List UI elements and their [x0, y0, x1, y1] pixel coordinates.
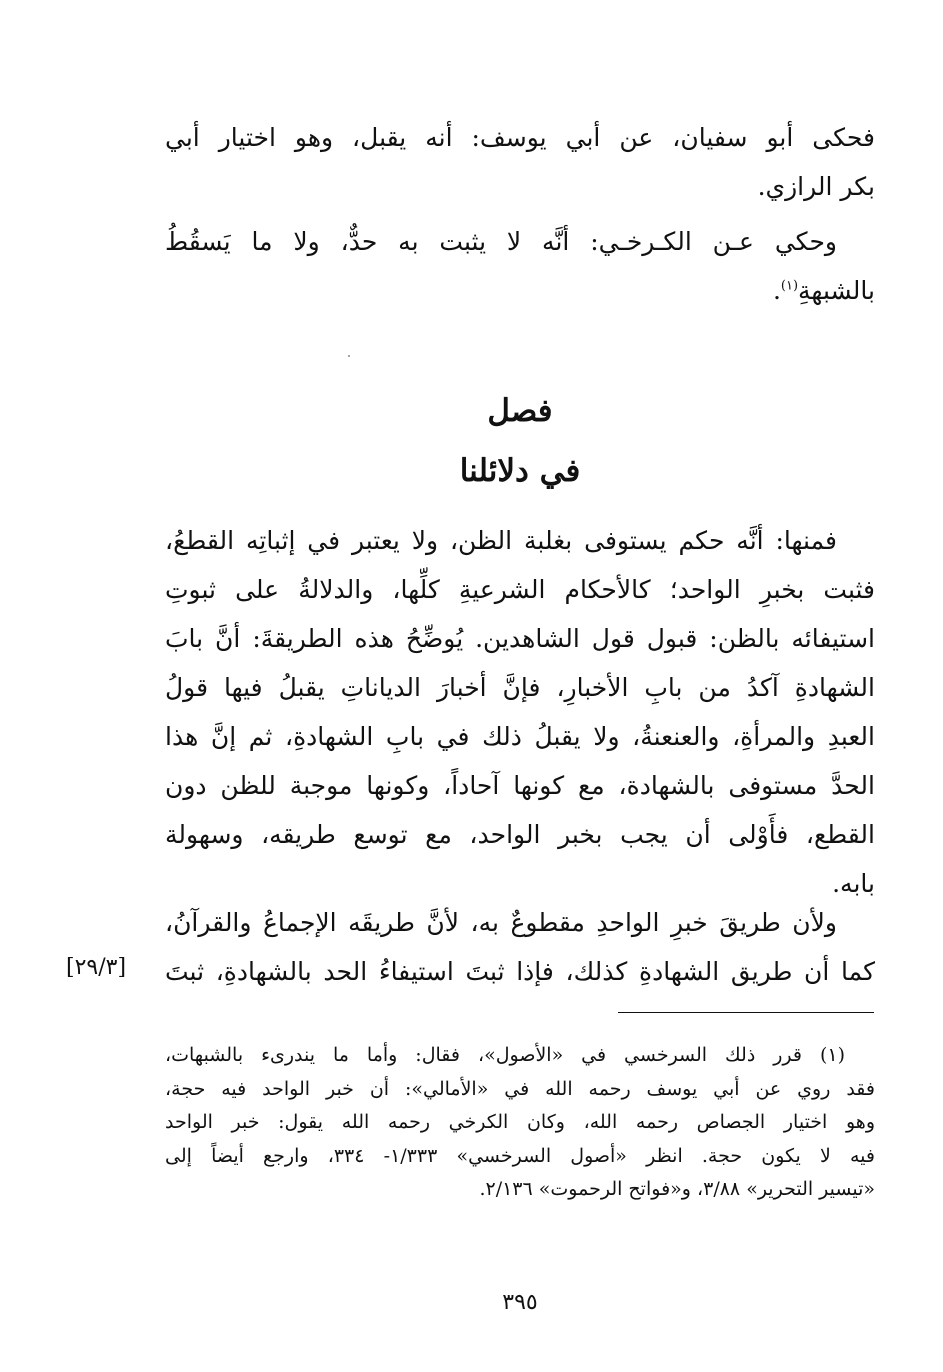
- scan-speck: [348, 355, 350, 357]
- text-line: كما أن طريق الشهادةِ كذلك، فإذا ثبتَ استيفاءُ الحد بالشهادةِ، ثبتَ: [165, 957, 875, 986]
- text-line: القطع، فأَوْلى أن يجب بخبر الواحد، مع توسع طريقه، وسهولة: [165, 820, 875, 849]
- text-fragment: بالشبهةِ: [798, 276, 875, 305]
- footnote-separator: [618, 1012, 874, 1013]
- body-paragraph-1: [165, 516, 875, 908]
- text-line: بابه.: [832, 869, 875, 898]
- page-number: ٣٩٥: [502, 1290, 538, 1315]
- text-line: العبدِ والمرأةِ، والعنعنةُ، ولا يقبلُ ذلك في بابِ الشهادةِ، ثم إنَّ هذا: [165, 722, 875, 751]
- text-line: استيفائه بالظن: قبول قول الشاهدين. يُوضِّحُ هذه الطريقةَ: أنَّ بابَ: [165, 624, 875, 653]
- text-line: ولأن طريقَ خبرِ الواحدِ مقطوعٌ به، لأنَّ طريقَه الإجماعُ والقرآنُ،: [165, 908, 837, 937]
- text-line: بكر الرازي.: [757, 172, 875, 201]
- footnote-line: «تيسير التحرير» ٣/٨٨، و«فواتح الرحموت» ٢/١٣٦.: [479, 1178, 875, 1200]
- text-line: الشهادةِ آكدُ من بابِ الأخبارِ، فإنَّ أخبارَ الدياناتِ يقبلُ فيها قولُ: [165, 673, 875, 702]
- footnote-line: فيه لا يكون حجة. انظر «أصول السرخسي» ١/٣٣٣- ٣٣٤، وارجع أيضاً إلى: [165, 1144, 875, 1167]
- text-line: فثبت بخبرِ الواحد؛ كالأحكام الشرعيةِ كلِّها، والدلالةُ على ثبوتِ: [165, 575, 875, 604]
- section-subtitle: في دلائلنا: [459, 453, 581, 489]
- footnote-line: (١) قرر ذلك السرخسي في «الأصول»، فقال: وأما ما يندرىء بالشبهات،: [165, 1044, 845, 1066]
- text-line: فحكى أبو سفيان، عن أبي يوسف: أنه يقبل، وهو اختيار أبي: [165, 123, 875, 152]
- text-line: الحدَّ مستوفى بالشهادة، مع كونها آحاداً، وكونها موجبة للظن دون: [165, 771, 875, 800]
- footnote: [165, 1039, 875, 1207]
- body-paragraph-2: [165, 898, 875, 996]
- footnote-line: فقد روي عن أبي يوسف رحمه الله في «الأمالي»: أن خبر الواحد فيه حجة،: [165, 1077, 875, 1100]
- text-fragment: .: [772, 276, 781, 305]
- footnote-line: وهو اختيار الجصاص رحمه الله، وكان الكرخي رحمه الله يقول: خبر الواحد: [165, 1111, 875, 1133]
- top-paragraph-2: [165, 217, 875, 315]
- text-line: [165, 266, 875, 315]
- text-line: فمنها: أنَّه حكم يستوفى بغلبة الظن، ولا يعتبر في إثباتِه القطعُ،: [165, 526, 837, 555]
- footnote-marker: (١): [780, 278, 799, 294]
- section-title: فصل: [487, 393, 553, 429]
- top-paragraph-1: [165, 113, 875, 211]
- text-line: وحكي عـن الكـرخـي: أنَّه لا يثبت به حدٌّ، ولا ما يَسقُطُ: [165, 227, 838, 256]
- margin-reference: [٢٩/٣]: [66, 955, 127, 980]
